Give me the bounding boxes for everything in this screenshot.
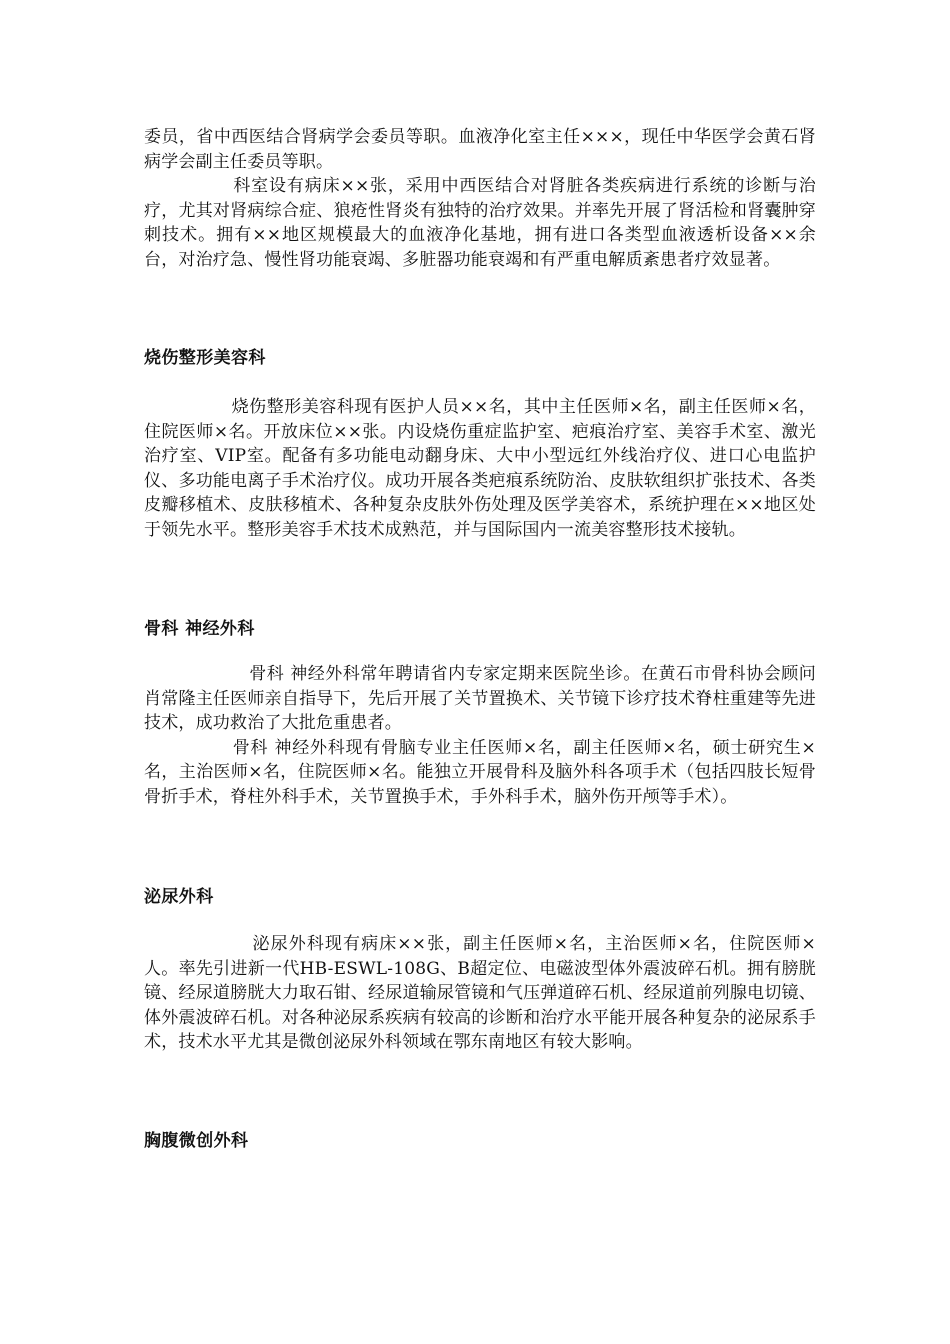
section-heading: 烧伤整形美容科 [144, 348, 266, 368]
section-orthopedics [144, 617, 816, 641]
section-orthopedics-body [144, 662, 816, 810]
section-urology-body [144, 932, 816, 1055]
paragraph: 烧伤整形美容科现有医护人员××名，其中主任医师×名，副主任医师×名，住院医师×名。开放床位××张。内设烧伤重症监护室、疤痕治疗室、美容手术室、激光治疗室、VIP室。配备有多功能电动翻身床、大中小型远红外线治疗仪、进口心电监护仪、多功能电离子手术治疗仪。成功开展各类疤痕系统防治、皮肤软组织扩张技术、各类皮瓣移植术、皮肤移植术、各种复杂皮肤外伤处理及医学美容术，系统护理在××地区处于领先水平。整形美容手术技术成熟范，并与国际国内一流美容整形技术接轨。 [144, 397, 816, 540]
section-thoracic [144, 1129, 816, 1153]
section-burns-body [144, 395, 816, 543]
section-nephrology-tail [144, 125, 816, 273]
paragraph: 骨科 神经外科常年聘请省内专家定期来医院坐诊。在黄石市骨科协会顾问肖常隆主任医师亲自指导下，先后开展了关节置换术、关节镜下诊疗技术脊柱重建等先进技术，成功救治了大批危重患者。 [144, 664, 816, 734]
section-burns [144, 346, 816, 370]
section-heading: 骨科 神经外科 [144, 619, 255, 639]
section-urology [144, 885, 816, 909]
paragraph: 泌尿外科现有病床××张，副主任医师×名，主治医师×名，住院医师×人。率先引进新一代HB-ESWL-108G、B超定位、电磁波型体外震波碎石机。拥有膀胱镜、经尿道膀胱大力取石钳、经尿道输尿管镜和气压弹道碎石机、经尿道前列腺电切镜、体外震波碎石机。对各种泌尿系疾病有较高的诊断和治疗水平能开展各种复杂的泌尿系手术，技术水平尤其是微创泌尿外科领域在鄂东南地区有较大影响。 [144, 934, 816, 1053]
section-heading: 胸腹微创外科 [144, 1131, 249, 1151]
paragraph: 骨科 神经外科现有骨脑专业主任医师×名，副主任医师×名，硕士研究生×名，主治医师×名，住院医师×名。能独立开展骨科及脑外科各项手术（包括四肢长短骨骨折手术，脊柱外科手术，关节置换手术，手外科手术，脑外伤开颅等手术）。 [144, 737, 816, 807]
paragraph: 委员，省中西医结合肾病学会委员等职。血液净化室主任×××，现任中华医学会黄石肾病学会副主任委员等职。 [144, 127, 816, 172]
section-heading: 泌尿外科 [144, 887, 214, 907]
paragraph: 科室设有病床××张，采用中西医结合对肾脏各类疾病进行系统的诊断与治疗，尤其对肾病综合症、狼疮性肾炎有独特的治疗效果。并率先开展了肾活检和肾囊肿穿刺技术。拥有××地区规模最大的血液净化基地，拥有进口各类型血液透析设备××余台，对治疗急、慢性肾功能衰竭、多脏器功能衰竭和有严重电解质紊患者疗效显著。 [144, 176, 816, 270]
